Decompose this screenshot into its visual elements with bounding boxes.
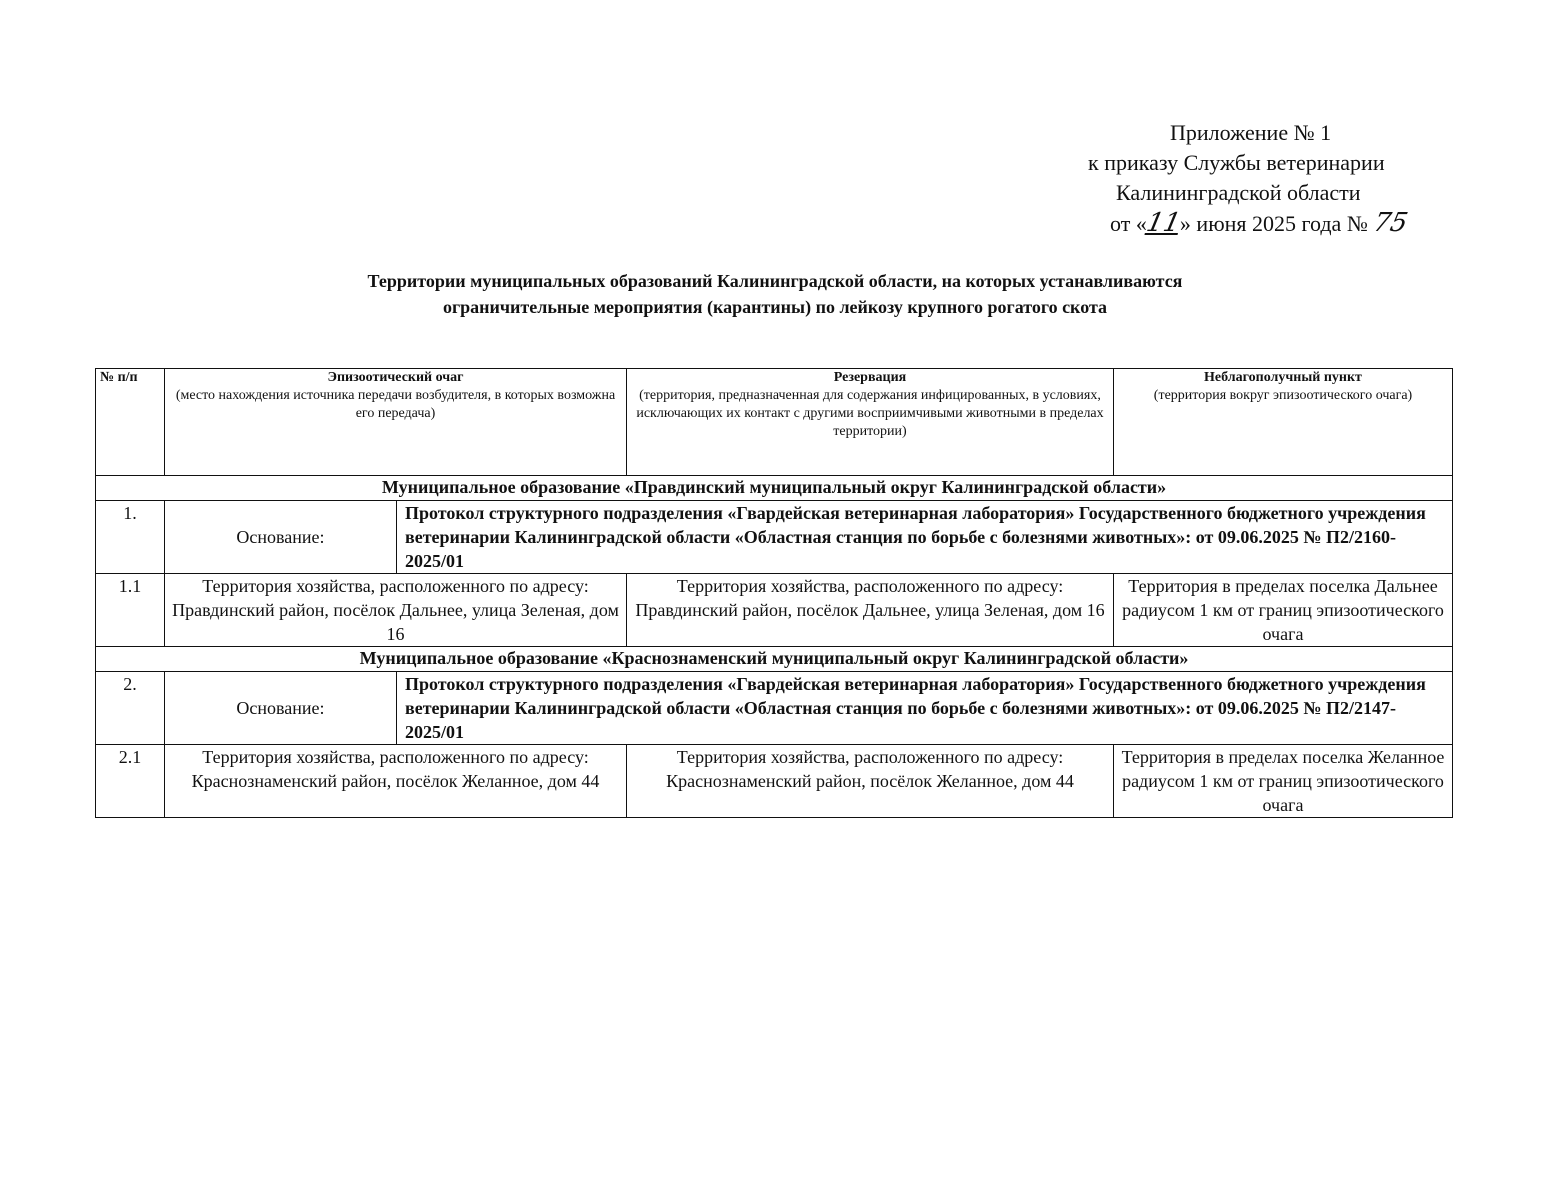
header-reservation-title: Резервация xyxy=(833,370,907,385)
basis-row xyxy=(96,501,1453,574)
header-focus-title: Эпизоотический очаг xyxy=(327,370,464,385)
title-line-2: ограничительные мероприятия (карантины) по лейкозу крупного рогатого скота xyxy=(442,297,1108,317)
table-row xyxy=(96,745,1453,818)
appendix-block xyxy=(1080,118,1480,239)
date-middle: » июня 2025 года № xyxy=(1179,211,1368,236)
appendix-order-ref: к приказу Службы ветеринарии xyxy=(1088,150,1385,175)
focus-cell: Территория хозяйства, расположенного по адресу: Правдинский район, посёлок Дальнее, улица Зеленая, дом 16 xyxy=(165,574,627,647)
point-cell: Территория в пределах поселка Желанное радиусом 1 км от границ эпизоотического очага xyxy=(1114,745,1453,818)
header-point-desc: (территория вокруг эпизоотического очага) xyxy=(1153,388,1413,403)
basis-text: Протокол структурного подразделения «Гвардейская ветеринарная лаборатория» Государственного бюджетного учреждения ветеринарии Калининградской области «Областная станция по борьбе с болезнями животных»: от 09.06.2025 № П2/2147-2025/01 xyxy=(397,672,1453,745)
basis-text: Протокол структурного подразделения «Гвардейская ветеринарная лаборатория» Государственного бюджетного учреждения ветеринарии Калининградской области «Областная станция по борьбе с болезнями животных»: от 09.06.2025 № П2/2160-2025/01 xyxy=(397,501,1453,574)
appendix-region: Калининградской области xyxy=(1116,180,1361,205)
header-reservation xyxy=(627,369,1114,476)
header-point-title: Неблагополучный пункт xyxy=(1204,370,1362,385)
quarantine-table xyxy=(95,368,1453,818)
title-line-1: Территории муниципальных образований Калининградской области, на которых устанавливаются xyxy=(367,271,1183,291)
reservation-cell: Территория хозяйства, расположенного по адресу: Правдинский район, посёлок Дальнее, улица Зеленая, дом 16 xyxy=(627,574,1114,647)
order-number-handwritten: 75 xyxy=(1370,208,1411,238)
date-prefix: от « xyxy=(1110,211,1147,236)
appendix-title: Приложение № 1 xyxy=(1170,120,1332,145)
municipality-row xyxy=(96,476,1453,501)
header-focus xyxy=(165,369,627,476)
header-reservation-desc: (территория, предназначенная для содержания инфицированных, в условиях, исключающих их контакт с другими восприимчивыми животными в пределах территории) xyxy=(636,388,1104,439)
item-num: 1.1 xyxy=(96,574,165,647)
item-num: 2.1 xyxy=(96,745,165,818)
section-num: 2. xyxy=(96,672,165,745)
table-row xyxy=(96,574,1453,647)
basis-label: Основание: xyxy=(165,501,397,574)
reservation-cell: Территория хозяйства, расположенного по адресу: Краснознаменский район, посёлок Желанное, дом 44 xyxy=(627,745,1114,818)
point-cell: Территория в пределах поселка Дальнее радиусом 1 км от границ эпизоотического очага xyxy=(1114,574,1453,647)
section-num: 1. xyxy=(96,501,165,574)
header-num: № п/п xyxy=(96,369,165,476)
municipality-name: Муниципальное образование «Краснознаменский муниципальный округ Калининградской области» xyxy=(96,647,1453,672)
basis-row xyxy=(96,672,1453,745)
basis-label: Основание: xyxy=(165,672,397,745)
municipality-name: Муниципальное образование «Правдинский муниципальный округ Калининградской области» xyxy=(96,476,1453,501)
focus-cell: Территория хозяйства, расположенного по адресу: Краснознаменский район, посёлок Желанное, дом 44 xyxy=(165,745,627,818)
appendix-date-line xyxy=(1080,208,1480,239)
header-focus-desc: (место нахождения источника передачи возбудителя, в которых возможна его передача) xyxy=(175,388,616,421)
date-day-handwritten: 11 xyxy=(1143,208,1184,238)
table-header-row xyxy=(96,369,1453,476)
document-title xyxy=(130,268,1420,320)
municipality-row xyxy=(96,647,1453,672)
header-point xyxy=(1114,369,1453,476)
